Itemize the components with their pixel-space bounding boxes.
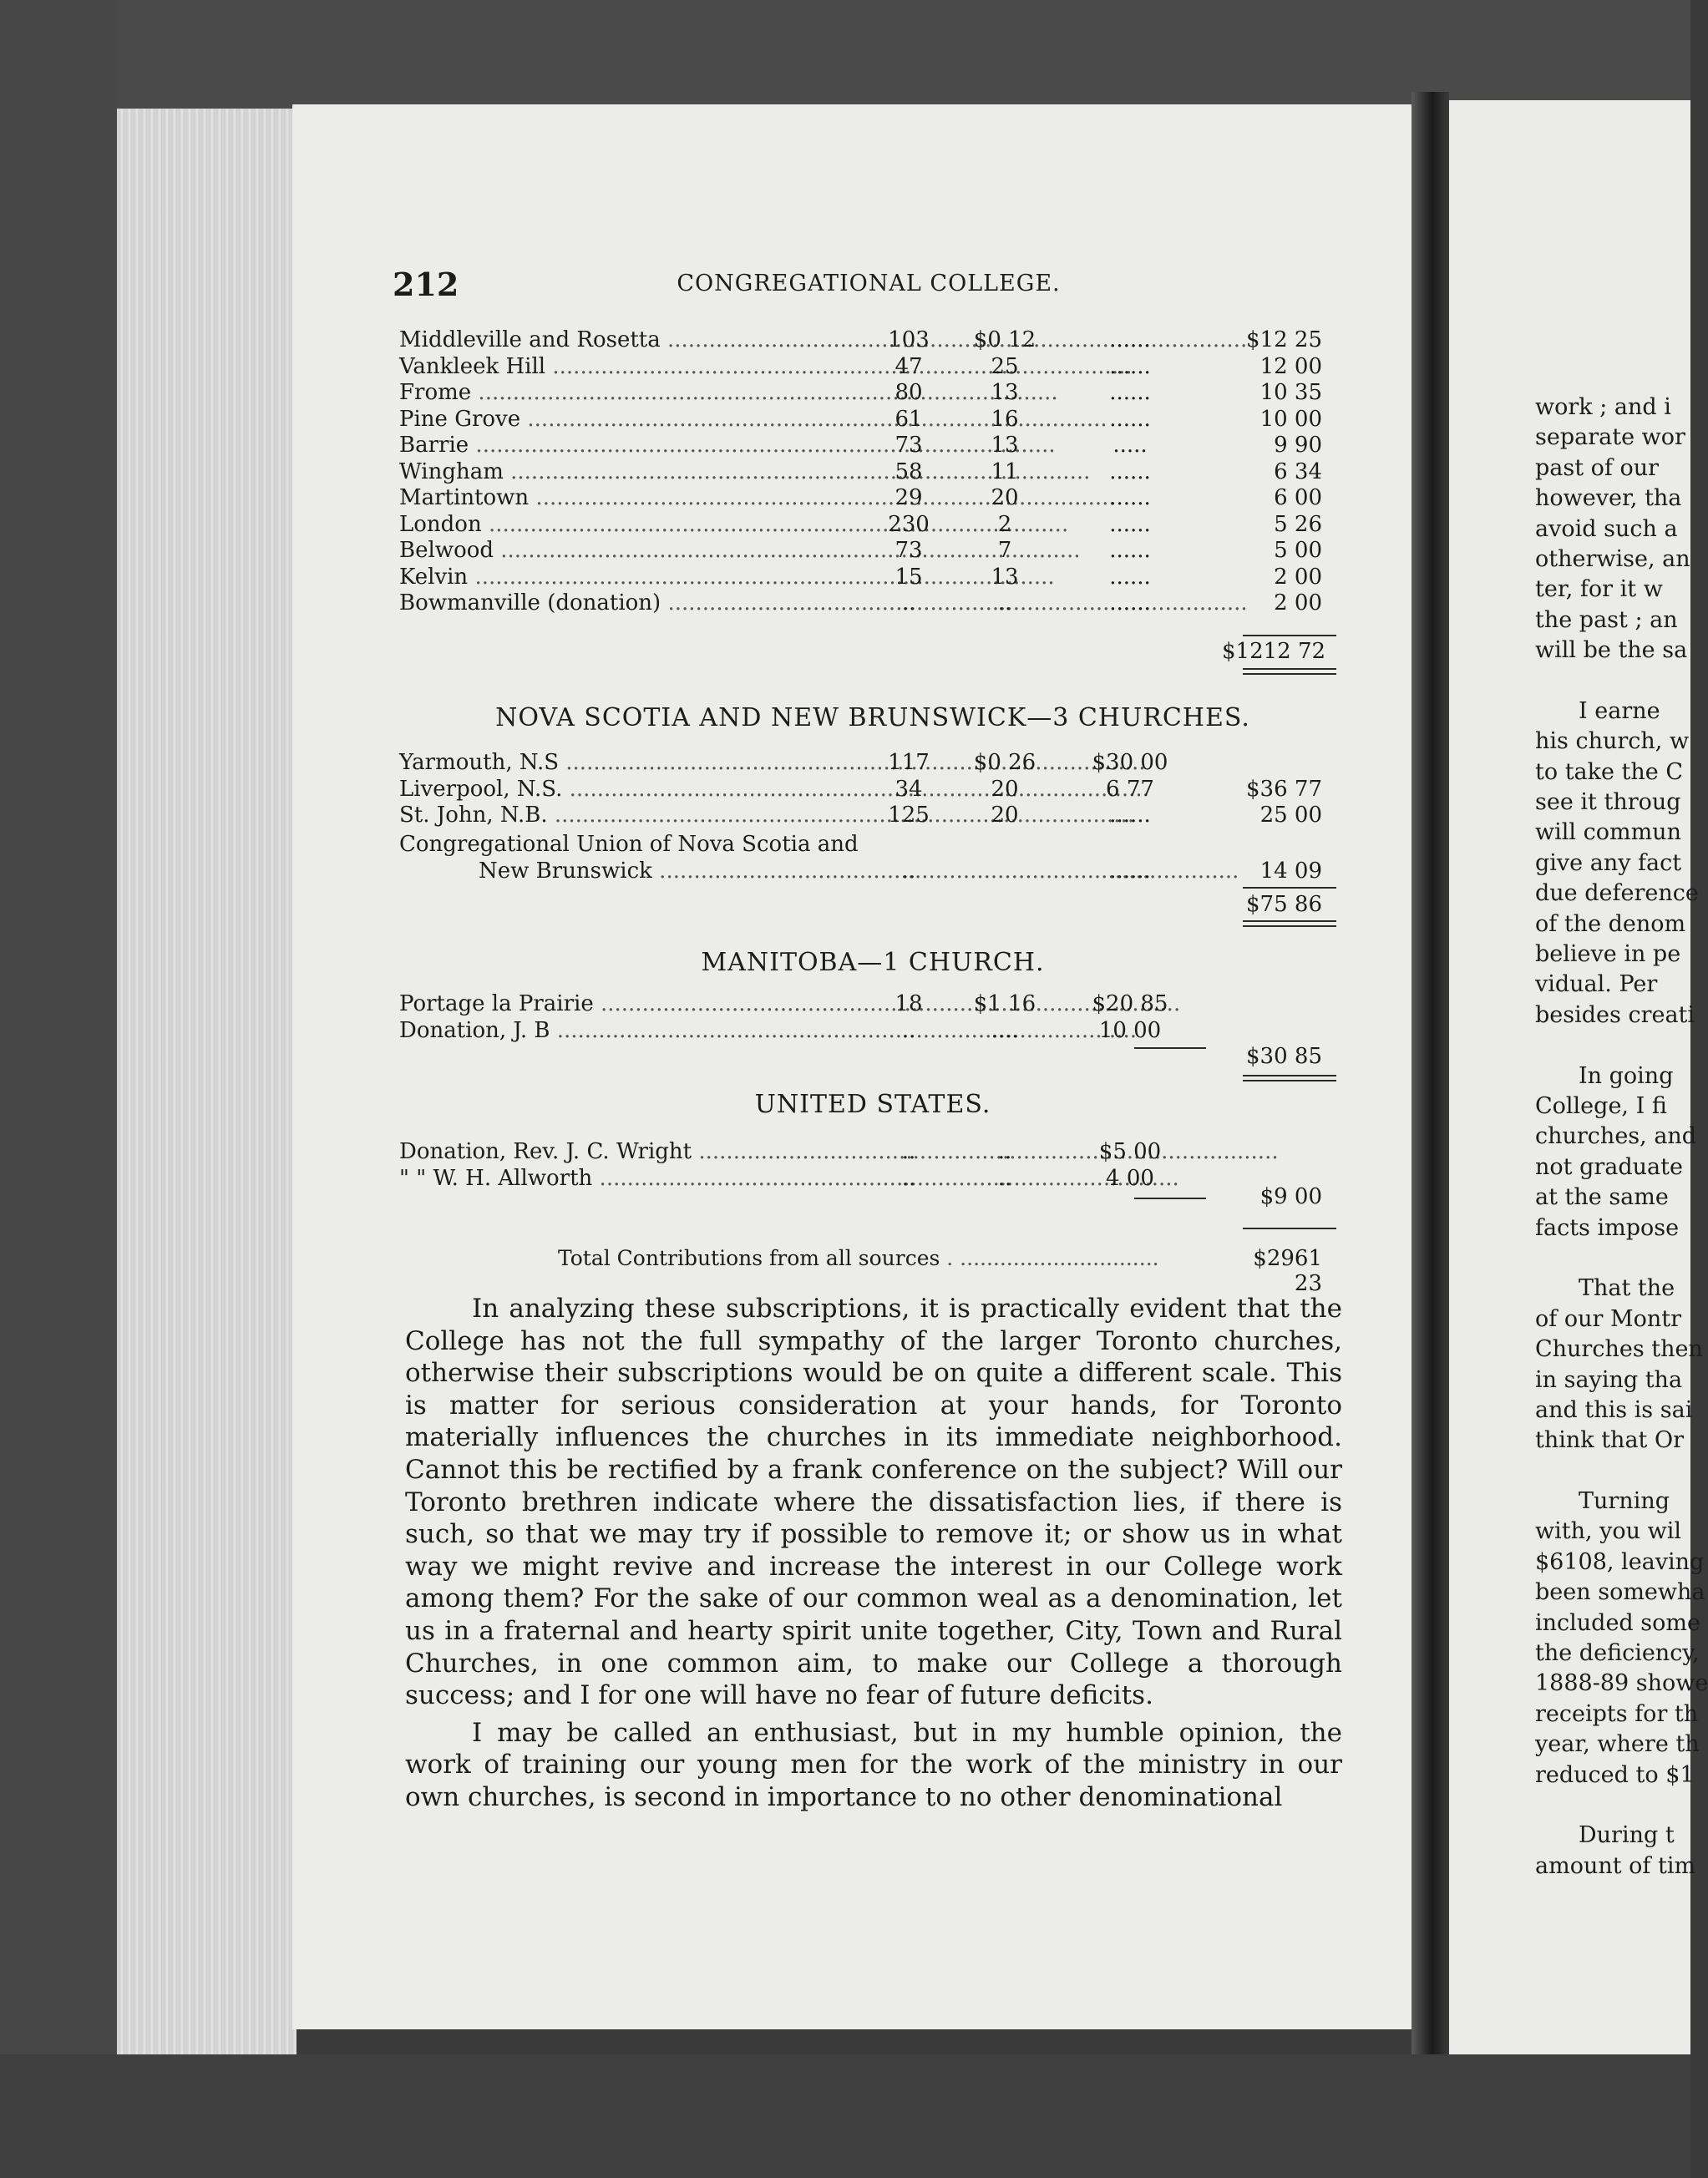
row-other: ...... [1109,485,1151,510]
row-other: 10 00 [1098,1017,1162,1043]
right-page-line: give any fact [1535,849,1682,876]
right-page-line: of the denom [1535,910,1686,937]
paragraph-analysis: In analyzing these subscriptions, it is practically evident that the College has not the full sympathy of the larger Toronto churches, otherwise their subscriptions would be on quite a different scale. This is matter for serious consideration at your hands, for Toronto materially influences the churches in its immediate neighborhood. Cannot this be rectified by a frank conference on the subject? Will our Toronto brethren indicate where the dissatisfaction lies, if there is such, so that we may try if possible to remove it; or show us in what way we might revive and increase the interest in our College work among them? For the sake of our common weal as a denomination, let us in a fraternal and hearty spirit unite together, City, Town and Rural Churches, in one common aim, to make our College a thorough success; and I for one will have no fear of future deficits. [405,1294,1342,1711]
table-row [399,407,1343,433]
right-page-line [1535,1243,1702,1274]
right-page-line: receipts for th [1535,1700,1699,1727]
row-rate: 2 [997,511,1012,537]
right-page-line: $6108, leaving [1535,1548,1705,1575]
table-row [399,512,1343,539]
right-page-line: will commun [1535,819,1681,846]
grand-total-value: $2961 23 [1253,1246,1322,1296]
row-other: ..... [1112,433,1148,458]
row-rate: 13 [991,433,1019,458]
table-row [399,354,1343,381]
right-page-line: besides creati [1535,1001,1695,1028]
right-page-line: think that Or [1535,1427,1685,1454]
row-rate: .... [991,1017,1019,1043]
right-page-line: avoid such a [1535,515,1678,542]
row-members: 73 [895,433,923,458]
union-members: .. [901,858,916,884]
row-total: 2 00 [1274,564,1322,590]
row-members: 103 [888,327,930,352]
row-total: 6 00 [1274,485,1322,510]
table-row [399,991,1343,1018]
row-rate: 25 [991,353,1019,379]
nova-scotia-double-rule [1243,920,1336,927]
section-title-united-states: UNITED STATES. [754,1090,991,1119]
scan-background-bottom [0,2054,1690,2178]
nova-scotia-union-row [399,832,1343,884]
row-other: ...... [1109,590,1151,615]
row-total: $36 77 [1246,776,1322,802]
right-page-line: I earne [1579,697,1660,724]
row-members: 34 [895,776,923,802]
manitoba-table [399,991,1343,1044]
table-row [399,565,1343,591]
union-name-line1: Congregational Union of Nova Scotia and [399,832,859,857]
right-page-line: see it throug [1535,789,1681,816]
row-members: 80 [895,380,923,405]
row-members: .. [901,590,916,615]
row-other: ...... [1109,564,1151,590]
union-name-line2: New Brunswick ..... [399,859,946,885]
row-rate: 11 [991,458,1019,484]
row-members: 73 [895,538,923,563]
row-total: 6 34 [1274,458,1322,484]
running-head: CONGREGATIONAL COLLEGE. [677,271,1061,296]
table-row [399,1018,1343,1045]
row-members: .. [901,1165,916,1191]
right-page-line: otherwise, an [1535,545,1690,572]
right-page-line [1535,1456,1702,1487]
body-text [405,1293,1342,1814]
table-row [399,1139,1343,1166]
union-other: ...... [1109,858,1151,884]
right-page-line: vidual. Per [1535,971,1658,998]
row-name: Portage la Prairie ..... [399,991,867,1018]
row-members: 230 [888,511,930,537]
united-states-total-row [399,1184,1343,1211]
row-name: Belwood ..... [399,538,867,565]
right-page-line: College, I fi [1535,1092,1667,1119]
ontario-total: $1212 72 [1222,639,1326,664]
row-total: 5 00 [1274,538,1322,563]
right-page-line: past of our [1535,454,1660,481]
row-rate: $0 26 [973,750,1036,775]
row-other: $20 85 [1092,991,1168,1016]
row-total: 2 00 [1274,590,1322,615]
row-name: " " W. H. Allworth ..... [399,1166,867,1193]
row-rate: 20 [991,776,1019,802]
table-row [399,777,1343,803]
row-name: Wingham ..... [399,459,867,486]
row-members: 47 [895,353,923,379]
table-row [399,327,1343,354]
right-page-line [1535,1791,1702,1821]
row-rate: .. [997,1165,1012,1191]
right-page-line: During t [1579,1822,1675,1849]
ontario-total-double-rule [1243,668,1336,675]
nova-scotia-total: $75 86 [1246,892,1322,917]
row-name: Bowmanville (donation) ..... [399,590,867,617]
row-other: $30 00 [1092,750,1168,775]
row-name: Barrie ..... [399,433,867,459]
row-total: 10 35 [1259,380,1322,405]
row-rate: $1 16 [973,991,1036,1016]
table-row [399,803,1343,829]
right-page-line: the deficiency, [1535,1640,1700,1667]
right-page-line [1535,666,1702,696]
nova-scotia-total-rule [1243,887,1336,889]
grand-total-label: Total Contributions from all sources . ... [558,1246,1159,1270]
book-gutter [1412,92,1449,2079]
right-page-line: to take the C [1535,758,1684,785]
row-other: ...... [1109,353,1151,379]
right-page-line: reduced to $1 [1535,1761,1695,1788]
row-other: ...... [1109,511,1151,537]
table-row [399,750,1343,777]
right-page-text [1535,393,1708,1882]
ontario-table [399,327,1343,617]
grand-total-rule [1243,1228,1336,1229]
page-header [393,266,1345,307]
page-edges [117,109,296,2054]
right-page-line: That the [1579,1275,1675,1302]
scan-background-left [0,0,117,2178]
row-name: Donation, J. B ..... [399,1018,867,1045]
right-page-line: due deference [1535,880,1699,907]
table-row [399,485,1343,512]
row-rate: .. [997,1139,1012,1164]
nova-scotia-table [399,750,1343,829]
row-name: Yarmouth, N.S ..... [399,750,867,777]
row-members: .. [901,1017,916,1043]
right-page-line: facts impose [1535,1214,1680,1241]
right-page-line: believe in pe [1535,941,1681,968]
right-page-line: not graduate [1535,1153,1683,1180]
row-name: Vankleek Hill ..... [399,354,867,381]
right-page-line: included some [1535,1609,1700,1636]
right-page-line: his church, w [1535,728,1690,755]
row-other: ...... [1109,458,1151,484]
right-page-line: however, tha [1535,485,1682,512]
right-page-line: Churches then [1535,1336,1703,1363]
row-other: ...... [1109,406,1151,432]
table-row [399,590,1343,617]
page-number: 212 [393,266,459,303]
row-rate: 20 [991,803,1019,828]
row-members: 18 [895,991,923,1016]
row-members: 125 [888,803,930,828]
row-members: 61 [895,406,923,432]
right-page-line: In going [1579,1062,1674,1089]
row-rate: 13 [991,380,1019,405]
paragraph-enthusiast: I may be called an enthusiast, but in my humble opinion, the work of training our young men for the work of the ministry in our own churches, is second in importance to no other denominational [405,1717,1342,1812]
ontario-total-row [399,639,1343,666]
row-members: 15 [895,564,923,590]
right-page-line: churches, and [1535,1123,1697,1150]
row-other: 6 77 [1106,776,1154,802]
united-states-total: $9 00 [1259,1184,1322,1209]
row-other: $5 00 [1098,1139,1162,1164]
right-page-line: work ; and i [1535,394,1671,420]
row-rate: $0 12 [973,327,1036,352]
row-rate: 13 [991,564,1019,590]
right-page-line: year, where th [1535,1731,1700,1758]
row-other: ...... [1109,327,1151,352]
right-page-line: separate wor [1535,424,1685,451]
right-page-line: will be the sa [1535,637,1688,664]
grand-total-row [399,1246,1343,1296]
union-total: 14 09 [1259,858,1322,884]
row-other: 4 00 [1106,1165,1154,1191]
right-page-line: been somewha [1535,1579,1705,1606]
row-total: 10 00 [1259,406,1322,432]
row-name: Kelvin ..... [399,565,867,591]
right-page-line: in saying tha [1535,1366,1683,1393]
row-total: 12 00 [1259,353,1322,379]
row-other: ...... [1109,803,1151,828]
table-row [399,538,1343,565]
right-page-line: with, you wil [1535,1518,1682,1545]
row-name: London ..... [399,512,867,539]
manitoba-total-row [399,1044,1343,1071]
right-page-line: the past ; an [1535,606,1678,633]
table-row [399,459,1343,486]
row-name: Pine Grove ..... [399,407,867,433]
row-rate: 20 [991,485,1019,510]
right-page-line: Turning [1579,1488,1670,1515]
row-total: 25 00 [1259,803,1322,828]
row-other: ...... [1109,380,1151,405]
right-page-line: ter, for it w [1535,576,1663,603]
row-members: 29 [895,485,923,510]
row-name: Frome ..... [399,380,867,407]
row-other: ...... [1109,538,1151,563]
table-row [399,380,1343,407]
row-rate: 16 [991,406,1019,432]
row-members: 58 [895,458,923,484]
row-name: Donation, Rev. J. C. Wright ..... [399,1139,867,1166]
row-name: St. John, N.B. ..... [399,803,867,829]
right-page-line: and this is sai [1535,1396,1693,1423]
right-page-line [1535,1031,1702,1061]
table-row [399,433,1343,459]
section-title-manitoba: MANITOBA—1 CHURCH. [701,948,1045,977]
manitoba-total: $30 85 [1246,1044,1322,1069]
right-page-line: at the same [1535,1184,1669,1211]
row-rate: .. [997,590,1012,615]
row-members: .. [901,1139,916,1164]
nova-scotia-total-row [399,892,1343,919]
row-members: 117 [888,750,930,775]
row-name: Liverpool, N.S. ..... [399,777,867,803]
row-rate: 7 [997,538,1012,563]
manitoba-double-rule [1243,1075,1336,1081]
right-page-line: amount of tim [1535,1852,1696,1879]
row-total: 5 26 [1274,511,1322,537]
row-total: 9 90 [1274,433,1322,458]
right-page-line: of our Montr [1535,1305,1682,1332]
ontario-total-rule [1243,635,1336,636]
row-name: Martintown ..... [399,485,867,512]
row-total: $12 25 [1246,327,1322,352]
row-name: Middleville and Rosetta ..... [399,327,867,354]
section-title-nova-scotia: NOVA SCOTIA AND NEW BRUNSWICK—3 CHURCHES. [495,703,1250,732]
right-page-line: 1888-89 showe [1535,1670,1708,1697]
